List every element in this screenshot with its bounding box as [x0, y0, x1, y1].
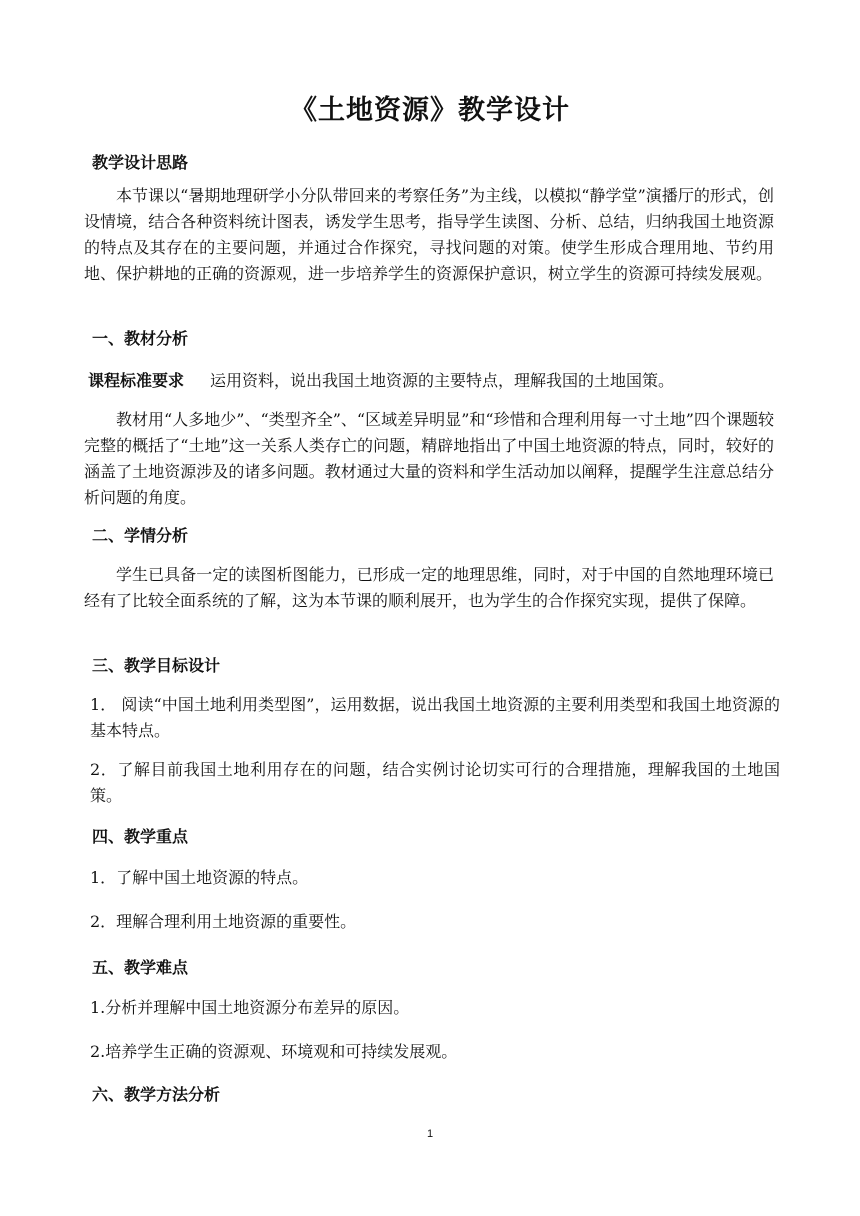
difficulty-item-1: 1.分析并理解中国土地资源分布差异的原因。 [90, 998, 410, 1017]
curriculum-standard-text: 运用资料，说出我国土地资源的主要特点，理解我国的土地国策。 [210, 371, 675, 390]
document-title: 《土地资源》教学设计 [290, 95, 570, 126]
paragraph-student-analysis: 学生已具备一定的读图析图能力，已形成一定的地理思维，同时，对于中国的自然地理环境已经有了比较全面系统的了解，这为本节课的顺利展开，也为学生的合作探究实现，提供了保障。 [84, 565, 774, 610]
objective-item-2: 2．了解目前我国土地利用存在的问题，结合实例讨论切实可行的合理措施，理解我国的土地国策。 [90, 760, 780, 805]
difficulty-item-2: 2.培养学生正确的资源观、环境观和可持续发展观。 [90, 1042, 458, 1061]
heading-difficulties: 五、教学难点 [92, 958, 189, 977]
objective-item-1: 1． 阅读“中国土地利用类型图”，运用数据，说出我国土地资源的主要利用类型和我国土地资源的基本特点。 [90, 695, 780, 740]
curriculum-standard-label: 课程标准要求 [88, 371, 185, 390]
paragraph-textbook-analysis: 教材用“人多地少”、“类型齐全”、“区域差异明显”和“珍惜和合理利用每一寸土地”四个课题较完整的概括了“土地”这一关系人类存亡的问题，精辟地指出了中国土地资源的特点，同时，较好的涵盖了土地资源涉及的诸多问题。教材通过大量的资料和学生活动加以阐释，提醒学生注意总结分析问题的角度。 [84, 410, 774, 507]
heading-student-analysis: 二、学情分析 [92, 526, 189, 545]
heading-methods: 六、教学方法分析 [92, 1085, 221, 1104]
heading-textbook-analysis: 一、教材分析 [92, 329, 189, 348]
heading-design-idea: 教学设计思路 [92, 153, 189, 172]
page-number: 1 [426, 1128, 434, 1140]
curriculum-standard-line [88, 368, 778, 394]
key-point-item-1: 1．了解中国土地资源的特点。 [90, 868, 309, 887]
heading-key-points: 四、教学重点 [92, 827, 189, 846]
paragraph-design-idea: 本节课以“暑期地理研学小分队带回来的考察任务”为主线，以模拟“静学堂”演播厅的形式，创设情境，结合各种资料统计图表，诱发学生思考，指导学生读图、分析、总结，归纳我国土地资源的特点及其存在的主要问题，并通过合作探究，寻找问题的对策。使学生形成合理用地、节约用地、保护耕地的正确的资源观，进一步培养学生的资源保护意识，树立学生的资源可持续发展观。 [84, 186, 774, 283]
heading-objectives: 三、教学目标设计 [92, 656, 221, 675]
key-point-item-2: 2．理解合理利用土地资源的重要性。 [90, 912, 357, 931]
